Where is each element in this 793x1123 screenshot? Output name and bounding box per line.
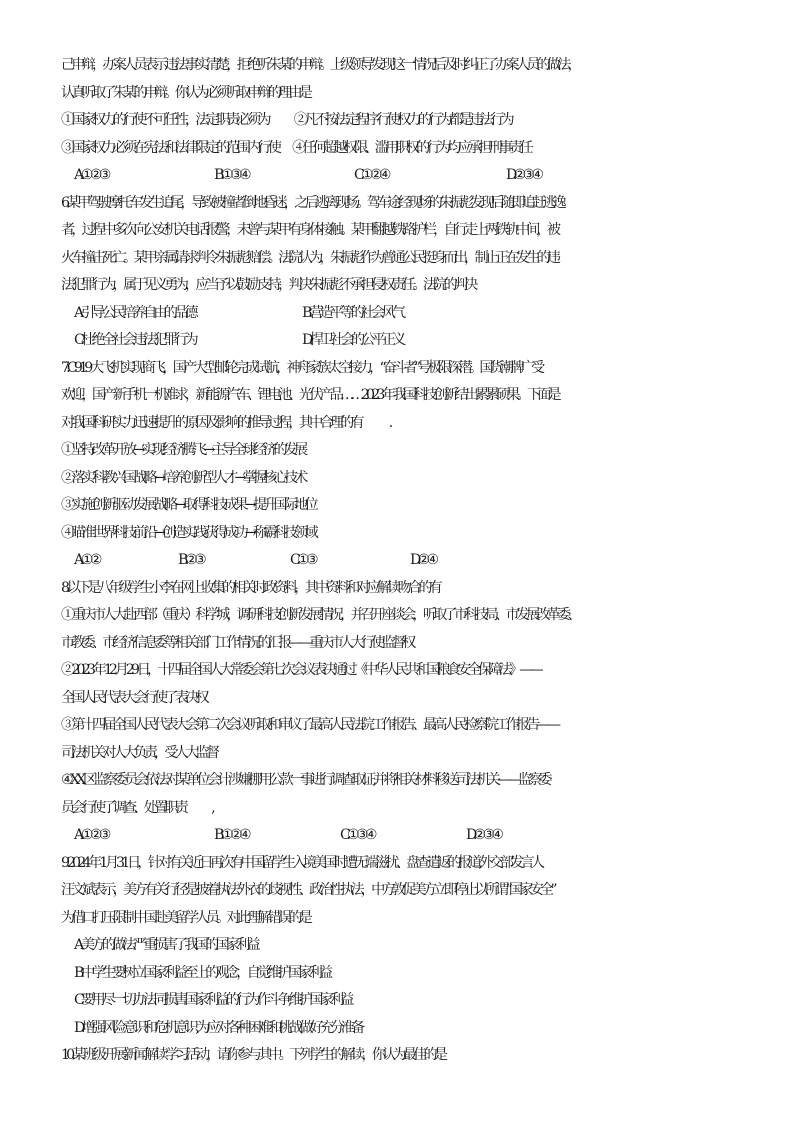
q5-statement-1: ①国家权力的行使不可任性，法定职责必须为 [61,112,268,128]
q6-stem-line: 火车撞击死亡。某甲亲属请求判令朱振彪赔偿。法院认为，朱振彪作为普通公民挺身而出，制止正在发生的违 [61,249,558,266]
q8-statement-2: ②2023 年 12 月 29 日，十四届全国人大常委会第七次会议表决通过《中华人民共和国粮食安全保障法》—— [61,662,540,678]
q6-option-d[interactable]: D.捍卫社会的公平正义 [302,332,403,348]
q8-statement-4-text: 员会行使了调查、处置职责 [61,799,186,816]
q8-statement-3-cont: 司法机关对人大负责，受人大监督 [61,744,217,761]
q9-option-c[interactable]: C.要用尽一切办法同损害国家利益的行为作斗争,维护国家利益 [74,992,351,1008]
q7-option-d[interactable]: D.②④ [410,552,436,568]
q8-option-c[interactable]: C.①③④ [340,827,374,843]
q5-statement-4: ④任何超越权限、滥用职权的行为均应承担刑事责任 [292,139,530,156]
q6-option-c[interactable]: C.杜绝全社会违法犯罪行为 [74,332,195,348]
q9-stem-line: 汪文斌表示，美方有关行径是披着执法外衣的歧视性、政治性执法，中方敦促美方立即停止以所谓“国家安全” [61,882,554,898]
q5-statement-2: ②凡不按法定程序行使权力的行为都是违法行为 [293,112,511,128]
q7-stem-line: 欢迎，国产新手机一机难求，新能源汽车、锂电池、光伏产品……2023 年我国科技创新结出累累硕果。下面是 [61,387,558,403]
q5-option-a[interactable]: A.①②③ [74,167,108,183]
q9-option-b[interactable]: B.中学生要树立国家利益至上的观念，自觉维护国家利益 [74,964,330,981]
q7-option-a[interactable]: A.①② [74,552,99,568]
q5-options [0,162,793,190]
q8-statement-1: ①重庆市人大赴西部（重庆）科学城，调研科技创新发展情况，并召开座谈会，听取了市科技局、市发展改革委、 [61,607,578,623]
q7-stem-line: 7.C919 大飞机实现商飞，国产大型邮轮完成试航，神舟家族太空接力，“奋斗者”号极限深潜。国货潮牌广受 [61,359,542,376]
q7-statement-3: ③实施创新驱动发展战略→取得科技成果→提升国际地位 [61,497,315,513]
exam-page [0,52,793,1070]
q5-statement-row [0,135,793,163]
q8-statement-4-end: , [211,799,212,816]
q7-options [0,547,793,575]
q9-stem-line: 为借口打压限制中国赴美留学人员。对此理解错误的是 [61,909,310,926]
q8-option-a[interactable]: A.①②③ [74,827,108,843]
q7-statement-4: ④瞄准世界科技前沿→创造实践获得成功→称霸科技领域 [61,524,315,541]
q7-stem-line [0,410,793,438]
q7-statement-2: ②落实科教兴国战略→培养创新型人才→掌握核心技术 [61,469,305,486]
q10-stem-line: 10.某班级开展新闻解读学习活动，请你参与其中。下列学生的解读，你认为最佳的是 [61,1047,445,1063]
q8-statement-4: ④XX 区监察委员会依法对某单位会计涉嫌挪用公款一事进行调查取证,并将相关材料移送司法机关——监察委 [61,772,549,788]
q8-options [0,822,793,850]
q8-option-b[interactable]: B.①②④ [214,827,248,843]
q7-option-b[interactable]: B.②③ [178,552,203,568]
q8-statement-2-cont: 全国人民代表大会行使了表决权 [61,689,206,706]
q8-stem-line: 8.以下是八年级学生小李在网上收集的相关时政资料，其中资料和对应解读吻合的有 [61,579,439,596]
q5-statement-row [0,107,793,135]
q8-statement-4-cont [0,795,793,823]
q7-stem-end: . [388,414,390,431]
q9-stem-line: 9.2024 年 1 月 31 日，针对有关近日再次有中国留学生入境美国时遭无端滋扰、盘查遣返的报道,外交部发言人 [61,854,542,871]
q6-option-a[interactable]: A.引导公民培养自由的品德 [74,304,195,321]
q5-stem-line: 认真听取了朱某的申辩。你认为必须听取申辩的理由是 [61,84,310,101]
q5-option-b[interactable]: B.①③④ [214,167,248,183]
q7-statement-1: ①坚持改革开放→实现经济腾飞→主导全球经济的发展 [61,442,305,458]
q6-stem-line: 者，过程中多次向公安机关电话报警，未曾与某甲有身体接触。某甲翻越铁路护栏，自行走上两铁轨中间，被 [61,222,558,238]
q8-statement-1-cont: 市教委、市经济信息委等相关部门工作情况的汇报——重庆市人大行使监督权 [61,634,413,651]
q6-option-b[interactable]: B.营造平等的社会风气 [302,304,403,321]
q5-stem-line: 己申辩，办案人员表示违法事实清楚，拒绝听朱某的申辩。上级领导发现这一情况后及时纠正了办案人员的做法， [61,57,578,73]
q6-options-row [0,300,793,328]
q7-option-c[interactable]: C.①③ [290,552,315,568]
q5-option-d[interactable]: D.②③④ [506,167,541,183]
q8-option-d[interactable]: D.②③④ [466,827,501,843]
q9-option-a[interactable]: A.美方的做法严重损害了我国的国家利益 [74,937,257,953]
q5-option-c[interactable]: C.①②④ [354,167,388,183]
q7-stem-text: 对我国科研实力迅速提升的原因及影响的推导过程，其中合理的有 [61,414,361,431]
q5-statement-3: ③国家权力必须在宪法和法律限定的范围内行使 [61,139,279,156]
q6-stem-line: 6.某甲驾驶摩托车发生追尾，导致被撞者倒地昏迷，之后逃离现场。驾车途经现场的朱振彪发现后随即追赶逃逸 [61,194,564,211]
q8-statement-3: ③第十四届全国人民代表大会第二次会议听取和审议了最高人民法院工作报告、最高人民检察院工作报告—— [61,717,558,733]
q6-stem-line: 法犯罪行为，属于见义勇为，应当予以鼓励支持，判决朱振彪不承担侵权责任。法院的判决 [61,277,475,293]
q6-options-row [0,327,793,355]
q9-option-d[interactable]: D.增强风险意识和危机意识,为应对各种困难和挑战做好充分准备 [74,1019,362,1036]
